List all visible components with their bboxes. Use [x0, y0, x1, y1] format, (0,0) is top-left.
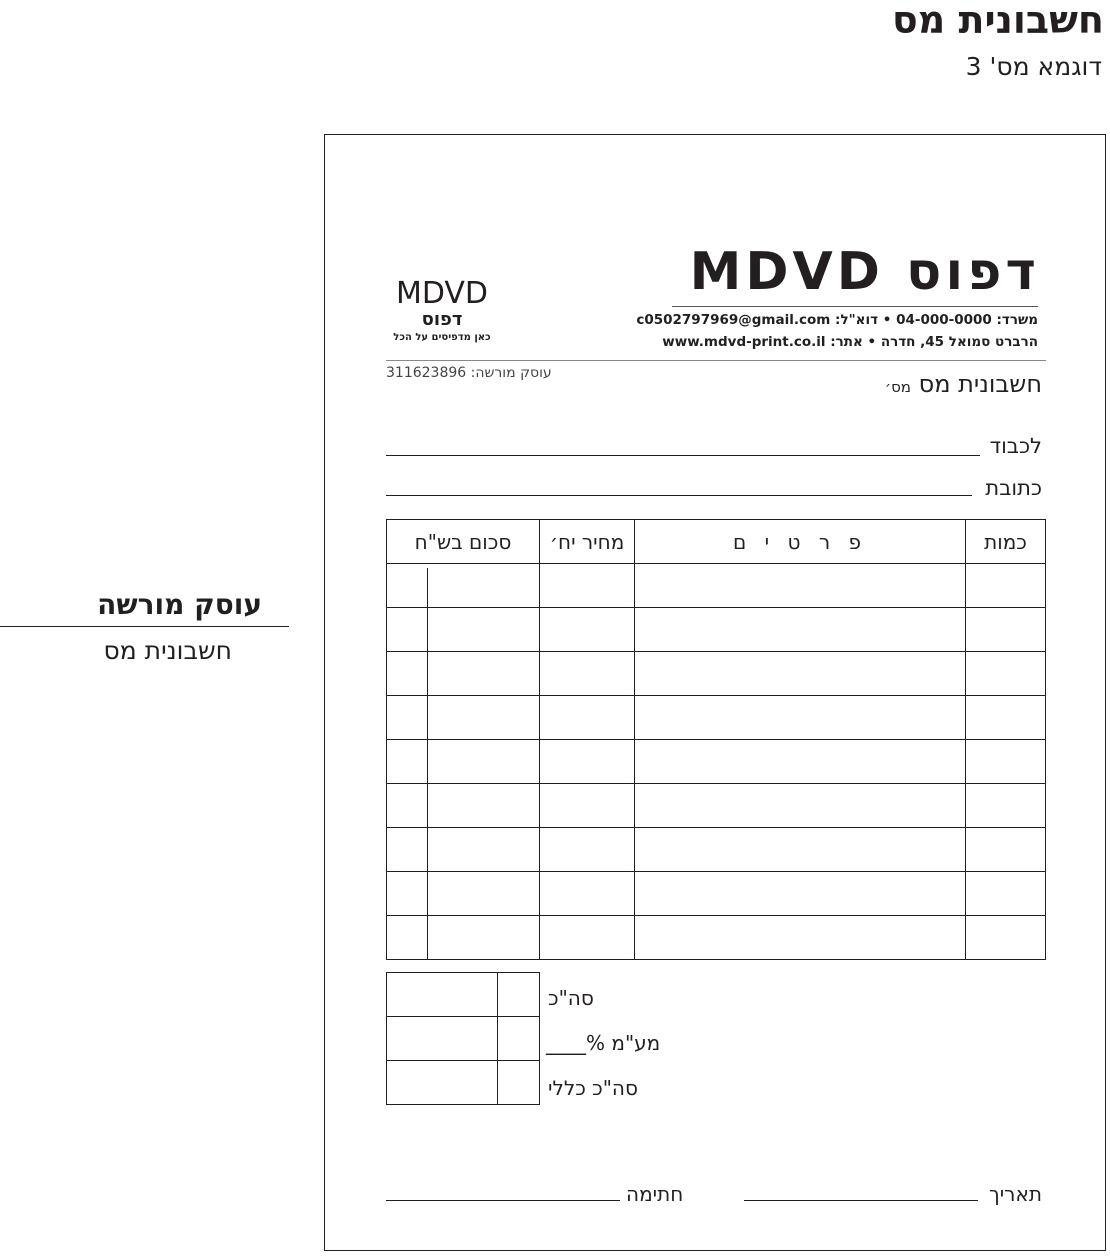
date-label: תאריך: [988, 1182, 1042, 1206]
total-cell[interactable]: [387, 608, 540, 652]
table-row: [387, 652, 1046, 696]
total-cell[interactable]: [387, 916, 540, 960]
subtotal-agorot-cell[interactable]: [498, 973, 540, 1017]
agorot-divider: [427, 696, 428, 739]
invoice-title-text: חשבונית מס: [918, 370, 1042, 398]
subtotal-label: סה"כ: [548, 986, 594, 1010]
grand-total-label: סה"כ כללי: [548, 1076, 638, 1100]
details-cell[interactable]: [635, 872, 966, 916]
total-cell[interactable]: [387, 564, 540, 608]
vat-row: [387, 1017, 540, 1061]
table-row: [387, 608, 1046, 652]
unit-price-cell[interactable]: [540, 608, 635, 652]
table-row: [387, 916, 1046, 960]
quantity-cell[interactable]: [966, 828, 1046, 872]
unit-price-cell[interactable]: [540, 784, 635, 828]
unit-price-cell[interactable]: [540, 872, 635, 916]
grand-total-row: [387, 1061, 540, 1105]
header-divider: [672, 306, 1038, 307]
total-cell[interactable]: [387, 740, 540, 784]
items-table: [386, 519, 1046, 960]
quantity-cell[interactable]: [966, 608, 1046, 652]
side-divider: [0, 626, 289, 627]
details-cell[interactable]: [635, 652, 966, 696]
agorot-divider: [427, 828, 428, 871]
agorot-divider: [427, 568, 428, 607]
total-cell[interactable]: [387, 784, 540, 828]
agorot-divider: [427, 608, 428, 651]
quantity-cell[interactable]: [966, 652, 1046, 696]
quantity-cell[interactable]: [966, 916, 1046, 960]
table-row: [387, 784, 1046, 828]
company-logo: [386, 278, 498, 346]
logo-text-he: דפוס: [421, 309, 463, 330]
subtotal-shekels-cell[interactable]: [387, 973, 498, 1017]
unit-price-cell[interactable]: [540, 828, 635, 872]
to-label: לכבוד: [989, 434, 1042, 458]
details-cell[interactable]: [635, 564, 966, 608]
contact-line-office: משרד: 04-000-0000 • דוא"ל: c0502797969@gmail.com: [636, 312, 1038, 328]
total-cell[interactable]: [387, 872, 540, 916]
details-cell[interactable]: [635, 784, 966, 828]
brand-title: דפוס MDVD: [689, 242, 1040, 302]
page-title: חשבונית מס: [891, 0, 1104, 42]
unit-price-cell[interactable]: [540, 696, 635, 740]
vat-agorot-cell[interactable]: [498, 1017, 540, 1061]
header-quantity: כמות: [966, 520, 1046, 564]
invoice-title: [885, 370, 1042, 398]
subtotal-row: [387, 973, 540, 1017]
agorot-divider: [427, 740, 428, 783]
header-details: פ ר ט י ם: [635, 520, 966, 564]
invoice-number-label: מס׳: [884, 378, 911, 396]
section-divider: [386, 360, 1046, 361]
vat-shekels-cell[interactable]: [387, 1017, 498, 1061]
page-subtitle: דוגמא מס' 3: [965, 52, 1102, 81]
date-field-line[interactable]: [744, 1200, 978, 1201]
to-field-line[interactable]: [386, 455, 980, 456]
table-row: [387, 740, 1046, 784]
header-unit-price: מחיר יח׳: [540, 520, 635, 564]
quantity-cell[interactable]: [966, 740, 1046, 784]
grand-total-shekels-cell[interactable]: [387, 1061, 498, 1105]
details-cell[interactable]: [635, 740, 966, 784]
logo-text-en: MDVD: [395, 276, 489, 311]
total-cell[interactable]: [387, 696, 540, 740]
details-cell[interactable]: [635, 608, 966, 652]
table-row: [387, 872, 1046, 916]
unit-price-cell[interactable]: [540, 916, 635, 960]
address-label: כתובת: [985, 476, 1042, 500]
details-cell[interactable]: [635, 916, 966, 960]
details-cell[interactable]: [635, 828, 966, 872]
agorot-divider: [427, 784, 428, 827]
signature-field-line[interactable]: [386, 1200, 620, 1201]
signature-label: חתימה: [626, 1182, 684, 1206]
table-header-row: [387, 520, 1046, 564]
vat-label: מע"מ %____: [546, 1031, 661, 1055]
contact-line-address: הרברט סמואל 45, חדרה • אתר: www.mdvd-print.co.il: [662, 334, 1038, 350]
table-row: [387, 564, 1046, 608]
unit-price-cell[interactable]: [540, 652, 635, 696]
agorot-divider: [427, 872, 428, 915]
agorot-divider: [427, 652, 428, 695]
quantity-cell[interactable]: [966, 564, 1046, 608]
agorot-divider: [427, 916, 428, 959]
table-row: [387, 696, 1046, 740]
grand-total-agorot-cell[interactable]: [498, 1061, 540, 1105]
totals-table: [386, 972, 540, 1105]
side-title: עוסק מורשה: [97, 588, 262, 621]
quantity-cell[interactable]: [966, 872, 1046, 916]
total-cell[interactable]: [387, 652, 540, 696]
quantity-cell[interactable]: [966, 696, 1046, 740]
total-cell[interactable]: [387, 828, 540, 872]
table-row: [387, 828, 1046, 872]
items-body: [387, 564, 1046, 960]
address-field-line[interactable]: [386, 495, 972, 496]
header-total: סכום בש"ח: [387, 520, 540, 564]
dealer-number: עוסק מורשה: 311623896: [386, 365, 552, 381]
details-cell[interactable]: [635, 696, 966, 740]
logo-slogan: כאן מדפיסים על הכל: [393, 332, 491, 343]
unit-price-cell[interactable]: [540, 740, 635, 784]
unit-price-cell[interactable]: [540, 564, 635, 608]
quantity-cell[interactable]: [966, 784, 1046, 828]
side-subtitle: חשבונית מס: [103, 636, 232, 665]
